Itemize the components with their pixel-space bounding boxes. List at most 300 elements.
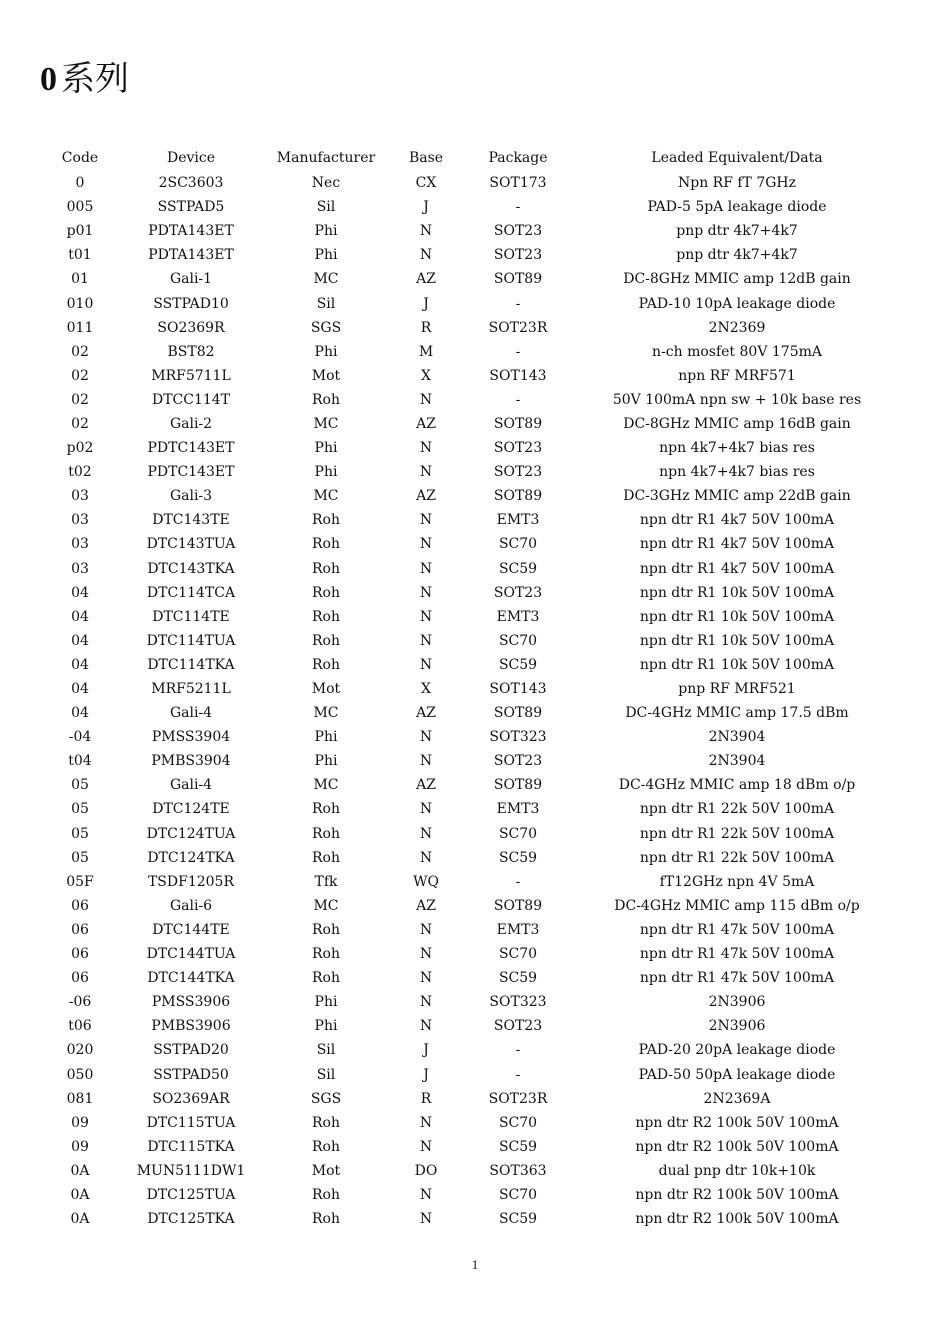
cell-base: N	[419, 946, 433, 963]
cell-manufacturer: Roh	[312, 608, 340, 625]
cell-leaded-equivalent: npn dtr R1 10k 50V 100mA	[639, 584, 835, 601]
cell-manufacturer: Roh	[312, 536, 340, 553]
table-row	[30, 460, 890, 484]
cell-manufacturer: Roh	[312, 849, 340, 866]
cell-code: 03	[71, 512, 89, 529]
cell-package: SC59	[498, 1211, 538, 1228]
cell-leaded-equivalent: npn dtr R1 47k 50V 100mA	[639, 970, 835, 987]
cell-device: SO2369AR	[152, 1090, 230, 1107]
cell-code: 04	[71, 632, 89, 649]
cell-base: N	[419, 1211, 433, 1228]
cell-leaded-equivalent: pnp dtr 4k7+4k7	[676, 223, 798, 240]
cell-base: N	[419, 753, 433, 770]
cell-base: AZ	[416, 415, 436, 432]
cell-base: N	[419, 849, 433, 866]
page-title	[40, 56, 129, 103]
table-row	[30, 532, 890, 556]
cell-device: DTC114TKA	[147, 656, 235, 673]
cell-device: Gali-6	[169, 897, 213, 914]
cell-leaded-equivalent: npn dtr R1 4k7 50V 100mA	[639, 512, 835, 529]
cell-manufacturer: Phi	[314, 994, 338, 1011]
table-row	[30, 1183, 890, 1207]
cell-code: 020	[66, 1042, 94, 1059]
cell-manufacturer: Mot	[311, 1162, 341, 1179]
cell-leaded-equivalent: npn dtr R1 10k 50V 100mA	[639, 632, 835, 649]
cell-code: 010	[66, 295, 94, 312]
cell-package: SC70	[498, 536, 538, 553]
cell-package: SC59	[498, 970, 538, 987]
cell-code: 05	[71, 801, 89, 818]
column-header-base: Base	[408, 150, 444, 166]
cell-leaded-equivalent: 2N3904	[708, 729, 766, 746]
cell-code: t01	[68, 247, 92, 264]
table-row	[30, 508, 890, 532]
cell-leaded-equivalent: PAD-5 5pA leakage diode	[647, 199, 827, 216]
cell-manufacturer: MC	[313, 271, 339, 288]
cell-leaded-equivalent: 2N2369	[708, 319, 766, 336]
table-row	[30, 822, 890, 846]
table-row	[30, 701, 890, 725]
cell-package: SOT143	[489, 681, 547, 698]
table-row	[30, 797, 890, 821]
table-row	[30, 918, 890, 942]
cell-code: 081	[66, 1090, 94, 1107]
cell-manufacturer: Phi	[314, 247, 338, 264]
cell-package: SOT89	[493, 415, 543, 432]
table-row	[30, 1087, 890, 1111]
table-row	[30, 1111, 890, 1135]
cell-leaded-equivalent: npn dtr R1 10k 50V 100mA	[639, 656, 835, 673]
cell-leaded-equivalent: DC-3GHz MMIC amp 22dB gain	[623, 488, 851, 505]
cell-manufacturer: Sil	[316, 1042, 336, 1059]
cell-base: R	[420, 1090, 432, 1107]
cell-device: PMSS3906	[151, 994, 231, 1011]
cell-device: DTC124TUA	[146, 825, 236, 842]
cell-leaded-equivalent: npn 4k7+4k7 bias res	[659, 464, 815, 481]
cell-package: SOT89	[493, 271, 543, 288]
cell-device: PDTA143ET	[148, 223, 234, 240]
table-row	[30, 219, 890, 243]
cell-leaded-equivalent: n-ch mosfet 80V 175mA	[652, 343, 822, 360]
cell-code: 04	[71, 705, 89, 722]
cell-package: SOT23	[493, 464, 543, 481]
cell-manufacturer: Roh	[312, 512, 340, 529]
cell-package: SC70	[498, 1114, 538, 1131]
cell-device: DTC144TUA	[146, 946, 236, 963]
cell-device: BST82	[167, 343, 215, 360]
table-body	[30, 171, 890, 1231]
cell-manufacturer: MC	[313, 415, 339, 432]
cell-device: DTC125TUA	[146, 1186, 236, 1203]
column-header-package: Package	[488, 150, 548, 166]
cell-base: N	[419, 247, 433, 264]
cell-leaded-equivalent: dual pnp dtr 10k+10k	[658, 1162, 816, 1179]
cell-package: SC70	[498, 1186, 538, 1203]
table-row	[30, 412, 890, 436]
cell-device: MRF5711L	[151, 367, 231, 384]
cell-code: 02	[71, 343, 89, 360]
cell-manufacturer: Tfk	[314, 873, 338, 890]
cell-code: 03	[71, 536, 89, 553]
cell-manufacturer: Phi	[314, 729, 338, 746]
cell-device: PMSS3904	[151, 729, 231, 746]
cell-manufacturer: Phi	[314, 464, 338, 481]
cell-manufacturer: MC	[313, 777, 339, 794]
table-row	[30, 267, 890, 291]
cell-base: DO	[414, 1162, 438, 1179]
table-row	[30, 653, 890, 677]
cell-device: DTC124TE	[152, 801, 230, 818]
cell-base: J	[423, 295, 429, 312]
cell-leaded-equivalent: npn dtr R1 4k7 50V 100mA	[639, 536, 835, 553]
cell-base: AZ	[416, 271, 436, 288]
table-row	[30, 677, 890, 701]
cell-code: 05	[71, 849, 89, 866]
cell-leaded-equivalent: PAD-50 50pA leakage diode	[638, 1066, 836, 1083]
cell-device: SO2369R	[157, 319, 225, 336]
cell-leaded-equivalent: 2N2369A	[703, 1090, 771, 1107]
cell-device: PDTC143ET	[147, 440, 235, 457]
table-row	[30, 1062, 890, 1086]
cell-package: SOT89	[493, 705, 543, 722]
table-row	[30, 942, 890, 966]
table-row	[30, 581, 890, 605]
cell-base: N	[419, 970, 433, 987]
cell-manufacturer: MC	[313, 897, 339, 914]
cell-code: 03	[71, 560, 89, 577]
cell-code: t06	[68, 1018, 92, 1035]
cell-device: SSTPAD5	[157, 199, 225, 216]
cell-code: 09	[71, 1114, 89, 1131]
cell-device: SSTPAD50	[153, 1066, 229, 1083]
table-row	[30, 1014, 890, 1038]
table-row	[30, 1135, 890, 1159]
cell-base: N	[419, 223, 433, 240]
smd-code-table	[30, 145, 890, 1231]
cell-manufacturer: Roh	[312, 656, 340, 673]
cell-device: DTC143TKA	[147, 560, 235, 577]
cell-package: EMT3	[496, 512, 540, 529]
cell-base: N	[419, 632, 433, 649]
cell-leaded-equivalent: npn dtr R1 22k 50V 100mA	[639, 801, 835, 818]
cell-base: N	[419, 391, 433, 408]
cell-leaded-equivalent: npn 4k7+4k7 bias res	[659, 440, 815, 457]
cell-package: SC59	[498, 656, 538, 673]
cell-package: -	[515, 873, 521, 890]
cell-leaded-equivalent: DC-8GHz MMIC amp 12dB gain	[623, 271, 851, 288]
series-number: 0	[40, 61, 57, 98]
table-row	[30, 990, 890, 1014]
cell-manufacturer: Mot	[311, 367, 341, 384]
cell-device: MRF5211L	[151, 681, 231, 698]
cell-package: SOT23R	[488, 1090, 548, 1107]
cell-code: 05	[71, 777, 89, 794]
cell-device: DTC143TE	[152, 512, 230, 529]
cell-leaded-equivalent: npn dtr R1 22k 50V 100mA	[639, 825, 835, 842]
cell-manufacturer: Roh	[312, 584, 340, 601]
cell-package: SC70	[498, 946, 538, 963]
cell-base: AZ	[416, 897, 436, 914]
cell-code: 04	[71, 656, 89, 673]
table-row	[30, 1038, 890, 1062]
cell-device: Gali-3	[169, 488, 213, 505]
cell-package: SOT23R	[488, 319, 548, 336]
cell-device: Gali-4	[169, 777, 213, 794]
table-row	[30, 894, 890, 918]
cell-package: EMT3	[496, 608, 540, 625]
cell-manufacturer: Roh	[312, 1114, 340, 1131]
cell-device: DTC143TUA	[146, 536, 236, 553]
cell-device: MUN5111DW1	[136, 1162, 246, 1179]
cell-manufacturer: Sil	[316, 199, 336, 216]
table-row	[30, 436, 890, 460]
cell-manufacturer: Roh	[312, 921, 340, 938]
cell-code: p01	[66, 223, 94, 240]
cell-base: X	[421, 367, 431, 384]
cell-device: DTC114TUA	[146, 632, 236, 649]
cell-base: CX	[415, 175, 437, 192]
table-row	[30, 966, 890, 990]
cell-code: t04	[68, 753, 92, 770]
cell-code: 04	[71, 681, 89, 698]
cell-device: DTC114TCA	[146, 584, 236, 601]
cell-leaded-equivalent: PAD-20 20pA leakage diode	[638, 1042, 836, 1059]
cell-base: N	[419, 921, 433, 938]
table-row	[30, 629, 890, 653]
cell-code: 09	[71, 1138, 89, 1155]
cell-leaded-equivalent: npn dtr R2 100k 50V 100mA	[635, 1138, 839, 1155]
cell-manufacturer: Roh	[312, 801, 340, 818]
cell-package: SOT23	[493, 223, 543, 240]
cell-base: N	[419, 608, 433, 625]
cell-leaded-equivalent: DC-4GHz MMIC amp 17.5 dBm	[625, 705, 849, 722]
cell-package: SOT89	[493, 488, 543, 505]
cell-device: DTC144TE	[152, 921, 230, 938]
cell-base: N	[419, 440, 433, 457]
cell-code: -04	[68, 729, 92, 746]
cell-device: PMBS3904	[151, 753, 231, 770]
cell-code: 0	[75, 175, 85, 192]
cell-manufacturer: Phi	[314, 223, 338, 240]
cell-leaded-equivalent: pnp dtr 4k7+4k7	[676, 247, 798, 264]
cell-leaded-equivalent: DC-4GHz MMIC amp 115 dBm o/p	[614, 897, 860, 914]
cell-base: N	[419, 825, 433, 842]
cell-leaded-equivalent: npn dtr R1 22k 50V 100mA	[639, 849, 835, 866]
cell-package: SOT23	[493, 1018, 543, 1035]
cell-package: SOT323	[489, 729, 547, 746]
cell-base: N	[419, 1018, 433, 1035]
table-row	[30, 171, 890, 195]
cell-leaded-equivalent: npn dtr R1 47k 50V 100mA	[639, 946, 835, 963]
cell-device: Gali-4	[169, 705, 213, 722]
cell-code: 02	[71, 415, 89, 432]
cell-leaded-equivalent: Npn RF fT 7GHz	[677, 175, 797, 192]
cell-leaded-equivalent: 2N3904	[708, 753, 766, 770]
cell-base: J	[423, 1042, 429, 1059]
cell-base: N	[419, 512, 433, 529]
cell-leaded-equivalent: PAD-10 10pA leakage diode	[638, 295, 836, 312]
cell-package: SOT143	[489, 367, 547, 384]
cell-leaded-equivalent: npn dtr R2 100k 50V 100mA	[635, 1114, 839, 1131]
cell-leaded-equivalent: DC-4GHz MMIC amp 18 dBm o/p	[618, 777, 856, 794]
column-header-manufacturer: Manufacturer	[276, 150, 376, 166]
cell-base: X	[421, 681, 431, 698]
cell-code: 06	[71, 921, 89, 938]
cell-package: SOT23	[493, 584, 543, 601]
cell-device: PDTC143ET	[147, 464, 235, 481]
table-row	[30, 1159, 890, 1183]
table-row	[30, 773, 890, 797]
column-header-code: Code	[61, 150, 99, 166]
cell-base: N	[419, 994, 433, 1011]
cell-base: N	[419, 1186, 433, 1203]
cell-manufacturer: MC	[313, 488, 339, 505]
column-header-device: Device	[166, 150, 216, 166]
cell-package: EMT3	[496, 801, 540, 818]
cell-base: N	[419, 729, 433, 746]
table-row	[30, 388, 890, 412]
cell-base: AZ	[416, 488, 436, 505]
cell-manufacturer: Sil	[316, 295, 336, 312]
page-number: 1	[471, 1257, 479, 1272]
cell-manufacturer: Roh	[312, 1138, 340, 1155]
cell-manufacturer: SGS	[310, 1090, 342, 1107]
cell-code: p02	[66, 440, 94, 457]
cell-manufacturer: Roh	[312, 946, 340, 963]
cell-manufacturer: Roh	[312, 825, 340, 842]
cell-base: AZ	[416, 777, 436, 794]
cell-code: 02	[71, 367, 89, 384]
cell-base: N	[419, 1114, 433, 1131]
cell-manufacturer: SGS	[310, 319, 342, 336]
table-row	[30, 870, 890, 894]
cell-package: SOT23	[493, 440, 543, 457]
cell-code: 011	[66, 319, 94, 336]
cell-device: DTC114TE	[152, 608, 230, 625]
cell-manufacturer: Roh	[312, 391, 340, 408]
cell-code: 06	[71, 897, 89, 914]
cell-manufacturer: Roh	[312, 1186, 340, 1203]
cell-base: J	[423, 1066, 429, 1083]
cell-package: -	[515, 343, 521, 360]
column-header-leaded-equivalent: Leaded Equivalent/Data	[651, 150, 823, 166]
table-row	[30, 1207, 890, 1231]
cell-base: N	[419, 801, 433, 818]
cell-device: SSTPAD20	[153, 1042, 229, 1059]
cell-package: -	[515, 1042, 521, 1059]
cell-code: 005	[66, 199, 94, 216]
table-row	[30, 243, 890, 267]
cell-package: SOT89	[493, 777, 543, 794]
cell-base: N	[419, 584, 433, 601]
table-row	[30, 316, 890, 340]
cell-device: DTC115TUA	[146, 1114, 236, 1131]
cell-device: DTC125TKA	[147, 1211, 235, 1228]
cell-device: Gali-1	[169, 271, 213, 288]
cell-leaded-equivalent: npn dtr R1 4k7 50V 100mA	[639, 560, 835, 577]
cell-package: -	[515, 295, 521, 312]
cell-package: -	[515, 391, 521, 408]
cell-base: WQ	[413, 873, 439, 890]
cell-code: 01	[71, 271, 89, 288]
cell-manufacturer: MC	[313, 705, 339, 722]
cell-code: 0A	[70, 1211, 90, 1228]
cell-manufacturer: Mot	[311, 681, 341, 698]
cell-code: 0A	[70, 1162, 90, 1179]
cell-manufacturer: Roh	[312, 560, 340, 577]
cell-leaded-equivalent: npn dtr R2 100k 50V 100mA	[635, 1186, 839, 1203]
cell-code: -06	[68, 994, 92, 1011]
cell-package: SOT363	[489, 1162, 547, 1179]
cell-package: SOT89	[493, 897, 543, 914]
cell-leaded-equivalent: 2N3906	[708, 994, 766, 1011]
cell-leaded-equivalent: fT12GHz npn 4V 5mA	[659, 873, 815, 890]
cell-package: SC59	[498, 849, 538, 866]
cell-base: AZ	[416, 705, 436, 722]
cell-manufacturer: Roh	[312, 970, 340, 987]
cell-leaded-equivalent: 2N3906	[708, 1018, 766, 1035]
cell-leaded-equivalent: pnp RF MRF521	[678, 681, 796, 698]
table-row	[30, 725, 890, 749]
cell-device: SSTPAD10	[153, 295, 229, 312]
cell-code: 04	[71, 608, 89, 625]
cell-package: -	[515, 1066, 521, 1083]
cell-manufacturer: Sil	[316, 1066, 336, 1083]
table-row	[30, 557, 890, 581]
cell-package: -	[515, 199, 521, 216]
cell-base: M	[418, 343, 434, 360]
cell-base: N	[419, 560, 433, 577]
cell-base: N	[419, 536, 433, 553]
cell-code: t02	[68, 464, 92, 481]
cell-code: 05F	[66, 873, 94, 890]
cell-manufacturer: Roh	[312, 632, 340, 649]
cell-device: DTCC114T	[151, 391, 231, 408]
cell-package: SOT173	[489, 175, 547, 192]
cell-device: PMBS3906	[151, 1018, 231, 1035]
cell-package: EMT3	[496, 921, 540, 938]
cell-leaded-equivalent: npn RF MRF571	[678, 367, 796, 384]
cell-code: 03	[71, 488, 89, 505]
cell-base: N	[419, 656, 433, 673]
cell-device: PDTA143ET	[148, 247, 234, 264]
cell-package: SC59	[498, 560, 538, 577]
cell-device: 2SC3603	[158, 175, 224, 192]
cell-package: SC59	[498, 1138, 538, 1155]
cell-code: 02	[71, 391, 89, 408]
cell-manufacturer: Nec	[311, 175, 341, 192]
cell-device: DTC124TKA	[147, 849, 235, 866]
cell-package: SOT323	[489, 994, 547, 1011]
cell-manufacturer: Phi	[314, 343, 338, 360]
table-row	[30, 340, 890, 364]
cell-manufacturer: Phi	[314, 753, 338, 770]
cell-manufacturer: Roh	[312, 1211, 340, 1228]
cell-device: TSDF1205R	[147, 873, 235, 890]
table-row	[30, 291, 890, 315]
cell-code: 06	[71, 970, 89, 987]
series-word: 系列	[61, 59, 129, 99]
cell-base: R	[420, 319, 432, 336]
cell-base: N	[419, 1138, 433, 1155]
cell-code: 05	[71, 825, 89, 842]
cell-leaded-equivalent: npn dtr R1 10k 50V 100mA	[639, 608, 835, 625]
table-row	[30, 484, 890, 508]
cell-leaded-equivalent: npn dtr R1 47k 50V 100mA	[639, 921, 835, 938]
cell-package: SOT23	[493, 753, 543, 770]
cell-leaded-equivalent: DC-8GHz MMIC amp 16dB gain	[623, 415, 851, 432]
table-row	[30, 195, 890, 219]
